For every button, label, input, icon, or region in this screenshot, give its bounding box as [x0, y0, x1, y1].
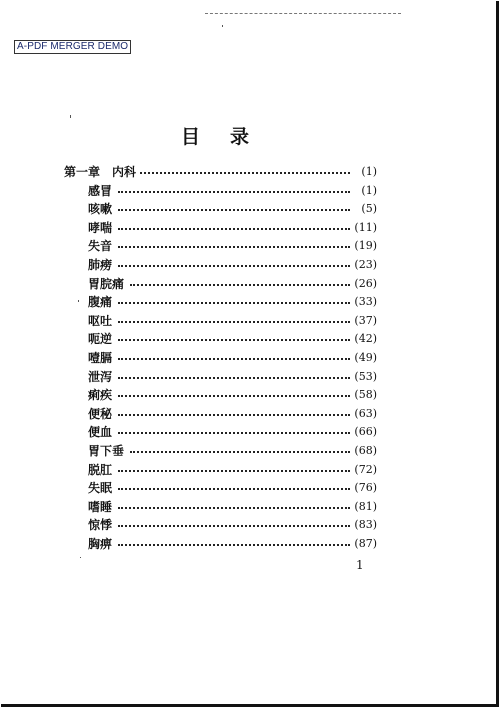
toc-entry-row[interactable]: [0, 498, 503, 516]
toc-leader-dots: [118, 358, 350, 360]
toc-entry-label: 胸痹: [88, 537, 113, 551]
toc-entry-row[interactable]: [0, 479, 503, 497]
toc-entry-label: 胃下垂: [88, 444, 125, 458]
toc-entry-page: (72): [354, 462, 377, 476]
toc-entry-row[interactable]: [0, 368, 503, 386]
toc-leader-dots: [118, 209, 350, 211]
toc-leader-dots: [118, 488, 350, 490]
toc-leader-dots: [140, 172, 350, 174]
toc-entry-page: (63): [354, 406, 377, 420]
page-title: [0, 122, 430, 149]
toc-entry-label: 泄泻: [88, 369, 113, 384]
toc-entry-label: 哮喘: [88, 220, 113, 235]
toc-entry-label: 脱肛: [88, 462, 113, 477]
toc-entry-row[interactable]: [0, 312, 503, 330]
toc-entry-page: (81): [354, 499, 377, 513]
toc-entry-row[interactable]: [0, 330, 503, 348]
toc-leader-dots: [118, 470, 350, 472]
toc-leader-dots: [118, 246, 350, 248]
toc-leader-dots: [118, 191, 350, 193]
toc-entry-label: 失眠: [88, 481, 113, 496]
toc-entry-page: (76): [354, 481, 377, 495]
scan-speck: [80, 557, 81, 558]
toc-entry-page: (1): [361, 183, 377, 197]
toc-leader-dots: [118, 525, 350, 527]
title-char-1: 目: [180, 126, 200, 148]
toc-entry-row[interactable]: [0, 442, 503, 460]
toc-entry-page: (83): [354, 518, 377, 532]
toc-entry-page: (58): [354, 388, 377, 402]
toc-entry-page: (87): [354, 537, 377, 550]
watermark-stamp: A-PDF MERGER DEMO: [14, 40, 131, 54]
toc-chapter-label: 第一章 内科: [64, 165, 137, 179]
toc-entry-row[interactable]: [0, 219, 503, 237]
scan-speck: [78, 300, 79, 302]
toc-chapter-page: (1): [361, 165, 377, 178]
toc-leader-dots: [118, 339, 350, 341]
toc-entry-page: (23): [354, 258, 377, 271]
toc-entry-label: 肺痨: [88, 258, 113, 272]
toc-leader-dots: [118, 544, 350, 546]
toc-leader-dots: [130, 284, 350, 286]
toc-entry-label: 惊悸: [88, 518, 113, 533]
toc-entry-page: (5): [361, 202, 377, 216]
toc-entry-label: 腹痛: [88, 295, 113, 310]
toc-entry-row[interactable]: [0, 516, 503, 534]
toc-chapter-row[interactable]: [0, 163, 503, 181]
toc-leader-dots: [118, 395, 350, 397]
toc-entry-page: (37): [354, 313, 377, 327]
toc-entry-page: (26): [354, 276, 377, 290]
toc-entry-row[interactable]: [0, 423, 503, 441]
toc-entry-page: (53): [354, 369, 377, 383]
toc-entry-row[interactable]: [0, 535, 503, 553]
scan-speck: [70, 115, 71, 118]
page-number: 1: [356, 558, 364, 572]
toc-entry-row[interactable]: [0, 461, 503, 479]
header-rule: [205, 13, 401, 14]
title-char-2: 录: [230, 126, 250, 148]
toc-entry-label: 便血: [88, 425, 113, 440]
toc-leader-dots: [118, 302, 350, 304]
toc-entry-row[interactable]: [0, 293, 503, 311]
toc-leader-dots: [118, 265, 350, 267]
toc-entry-label: 呕吐: [88, 313, 113, 328]
toc-entry-label: 咳嗽: [88, 202, 113, 217]
toc-entry-label: 失音: [88, 239, 113, 254]
toc-entry-row[interactable]: [0, 256, 503, 274]
toc-entry-label: 呃逆: [88, 332, 113, 347]
toc-entry-page: (19): [354, 239, 377, 253]
toc-leader-dots: [130, 451, 350, 453]
toc-entry-page: (42): [354, 332, 377, 346]
toc-entry-row[interactable]: [0, 386, 503, 404]
toc-leader-dots: [118, 377, 350, 379]
toc-entry-page: (68): [354, 444, 377, 457]
toc-leader-dots: [118, 432, 350, 434]
toc-entry-label: 嗜睡: [88, 499, 113, 514]
toc-entry-page: (66): [354, 425, 377, 439]
toc-leader-dots: [118, 414, 350, 416]
toc-entry-page: (11): [354, 220, 377, 234]
toc-entry-row[interactable]: [0, 349, 503, 367]
toc-entry-row[interactable]: [0, 182, 503, 200]
toc-leader-dots: [118, 228, 350, 230]
toc-entry-label: 噎膈: [88, 351, 113, 365]
toc-entry-label: 感冒: [88, 183, 113, 198]
toc-entry-label: 胃脘痛: [88, 276, 125, 291]
toc-entry-label: 便秘: [88, 406, 113, 421]
toc-entry-page: (33): [354, 295, 377, 309]
toc-entry-label: 痢疾: [88, 388, 113, 403]
toc-entry-page: (49): [354, 351, 377, 364]
toc-entry-row[interactable]: [0, 405, 503, 423]
toc-leader-dots: [118, 507, 350, 509]
toc-leader-dots: [118, 321, 350, 323]
toc-entry-row[interactable]: [0, 237, 503, 255]
toc-entry-row[interactable]: [0, 275, 503, 293]
scan-speck: [222, 25, 223, 27]
toc-entry-row[interactable]: [0, 200, 503, 218]
